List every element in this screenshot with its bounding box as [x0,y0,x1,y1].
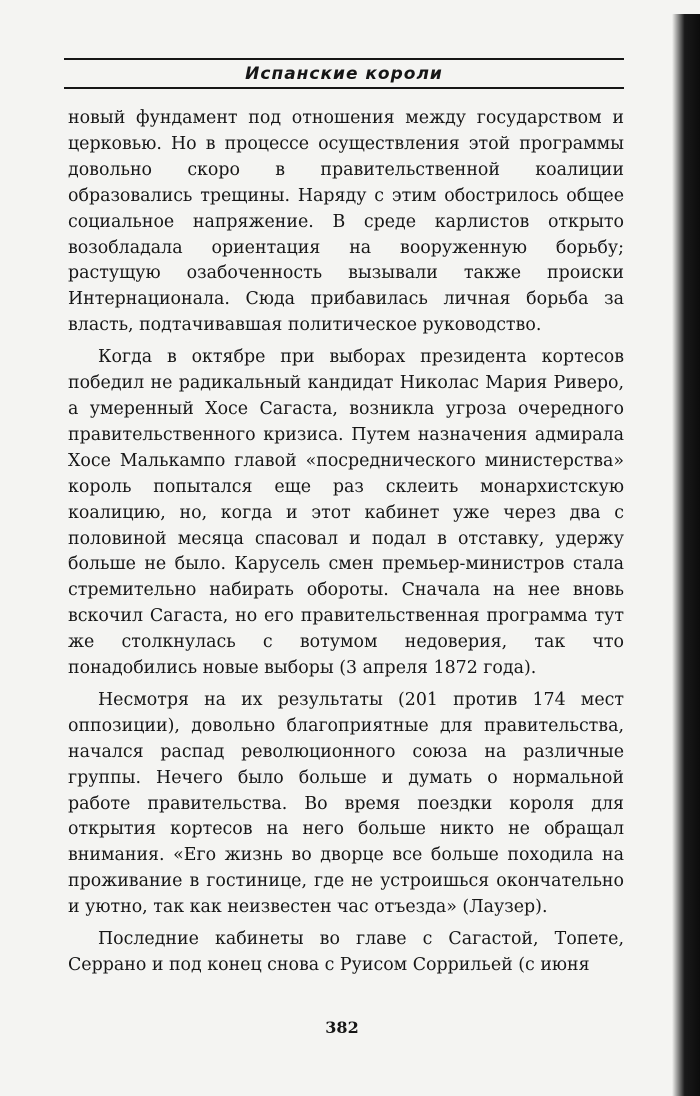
running-header [64,58,624,89]
paragraph-1: новый фундамент под отношения между государством и церковью. Но в процессе осуществления этой программы довольно скоро в правительственной коалиции образовались трещины. Наряду с этим обострилось общее социальное напряжение. В среде карлистов открыто возобладала ориентация на вооруженную борьбу; растущую озабоченность вызывали также происки Интернационала. Сюда прибавилась личная борьба за власть, подтачивавшая политическое руководство. [68,108,624,336]
header-rule-bottom [64,87,624,89]
page-body-text [68,106,624,985]
page-number: 382 [325,1018,359,1037]
paragraph-4: Последние кабинеты во главе с Сагастой, Топете, Серрано и под конец снова с Руисом Соррильей (с июня [68,929,624,975]
paragraph-2: Когда в октябре при выборах президента кортесов победил не радикальный кандидат Николас Мария Риверо, а умеренный Хосе Сагаста, возникла угроза очередного правительственного кризиса. Путем назначения адмирала Хосе Малькампо главой «посреднического министерства» король попытался еще раз склеить монархистскую коалицию, но, когда и этот кабинет уже через два с половиной месяца спасовал и подал в отставку, удержу больше не было. Карусель смен премьер-министров стала стремительно набирать обороты. Сначала на нее вновь вскочил Сагаста, но его правительственная программа тут же столкнулась с вотумом недоверия, так что понадобились новые выборы (3 апреля 1872 года). [68,347,624,679]
paragraph-3: Несмотря на их результаты (201 против 174 мест оппозиции), довольно благоприятные для правительства, начался распад революционного союза на различные группы. Нечего было больше и думать о нормальной работе правительства. Во время поездки короля для открытия кортесов на него больше никто не обращал внимания. «Его жизнь во дворце все больше походила на проживание в гостинице, где не устроишься окончательно и уютно, так как неизвестен час отъезда» (Лаузер). [68,689,624,918]
book-page-edge-shadow [672,14,700,1096]
header-rule-top [64,58,624,60]
running-head-title: Испанские короли [245,64,443,84]
